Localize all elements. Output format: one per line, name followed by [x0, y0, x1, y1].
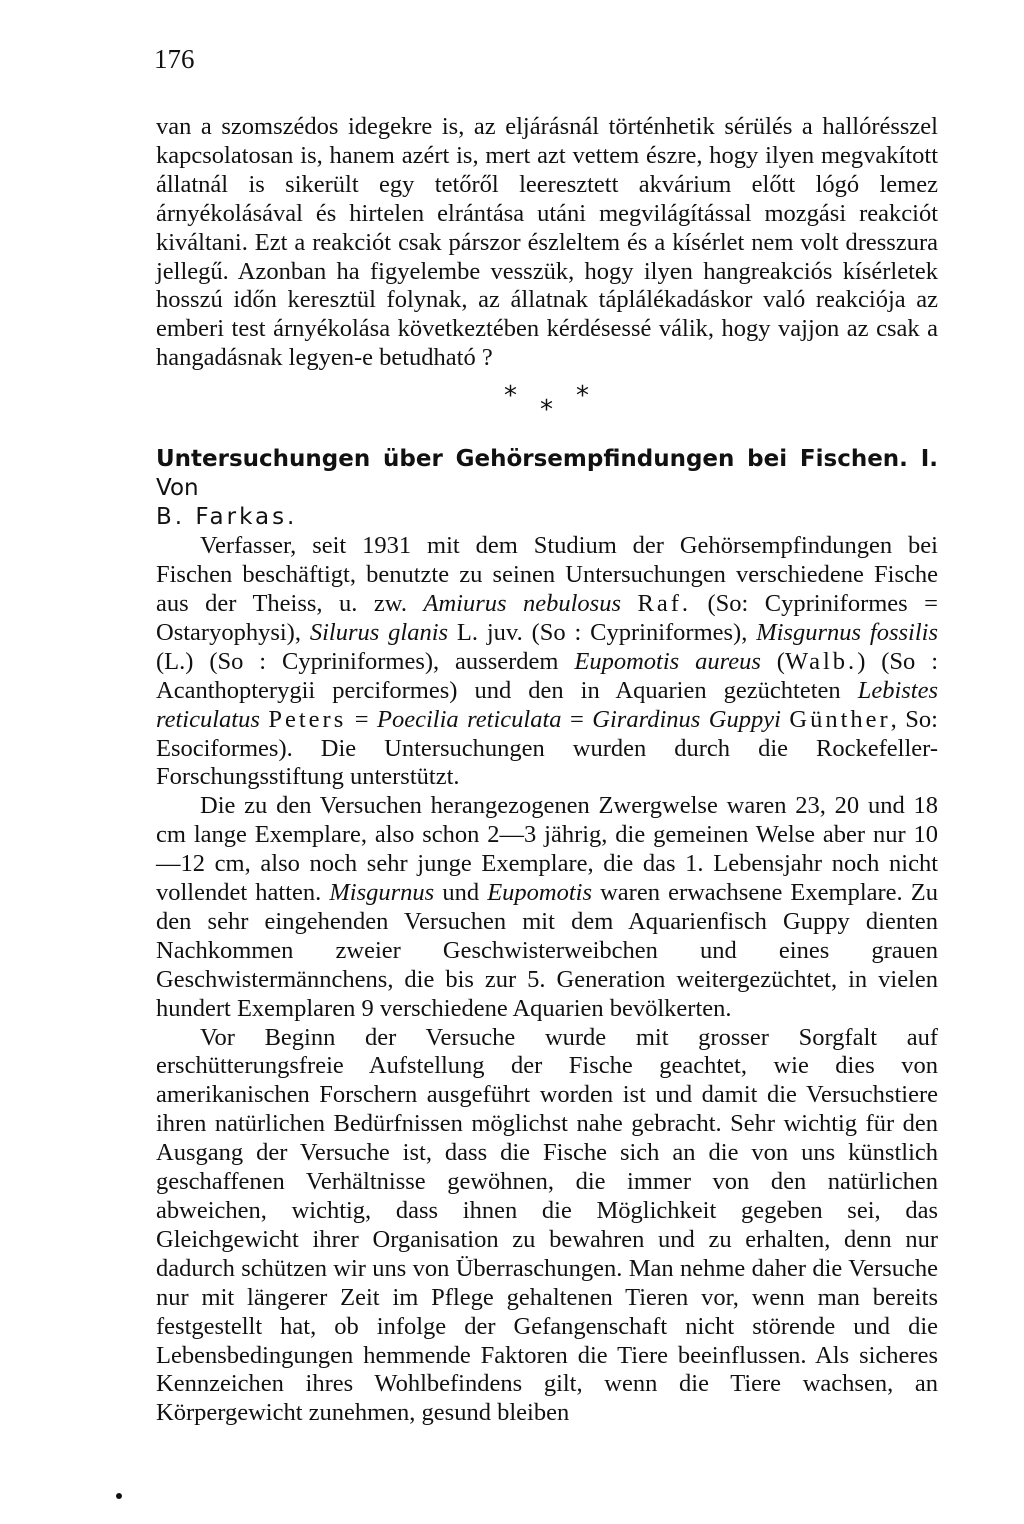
article-author: B. Farkas. — [156, 504, 298, 531]
species-name: Eupomotis — [487, 879, 592, 907]
species-author: Peters — [268, 705, 347, 733]
species-author: Günther — [789, 705, 891, 733]
text-span: ( — [760, 647, 785, 675]
species-name: Poecilia reticulata — [377, 705, 562, 733]
text-span: , So: Esociformes). Die Untersuchungen wurden durch die Rockefeller-Forschungsstiftung unterstützt. — [156, 705, 938, 791]
text-span: (So: Cypriniformes = Ostaryophysi), — [156, 589, 938, 646]
text-span: (L.) (So : Cypriniformes), ausserdem — [156, 647, 575, 675]
article-heading — [156, 445, 938, 532]
species-name: Eupomotis aureus — [574, 647, 761, 675]
separator-star-middle: * — [540, 395, 553, 426]
text-span: Verfasser, seit 1931 mit dem Studium der Gehörsempfindungen bei Fischen beschäftigt, benutzte zu seinen Untersuchungen verschiedene Fische aus der Theiss, u. zw. — [156, 532, 938, 617]
text-span: Die zu den Versuchen herangezogenen Zwergwelse waren 23, 20 und 18 cm lange Exemplare, also schon 2—3 jährig, die gemeinen Welse aber nur 10—12 cm, also noch sehr junge Exemplare, die das 1. Lebensjahr noch nicht vollendet hatten. — [156, 792, 938, 907]
section-separator — [156, 379, 938, 445]
species-name: Lebistes reticulatus — [156, 676, 938, 733]
margin-dot — [116, 1493, 122, 1499]
species-name: Misgurnus fossilis — [756, 618, 938, 646]
text-span: ) (So : Acanthopterygii perciformes) und den in Aquarien gezüchteten — [156, 647, 939, 704]
article-von: Von — [156, 475, 199, 502]
text-span: waren erwachsene Exemplare. Zu den sehr eingehenden Versuchen mit dem Aquarienfisch Guppy dienten Nachkommen zweier Geschwisterweibchen und eines grauen Geschwistermännchens, die bis zur 5. Generation weitergezüchtet, in vielen hundert Exemplaren 9 verschiedene Aquarien bevölkerten. — [156, 879, 938, 1022]
species-name: Misgurnus — [329, 879, 435, 907]
page-number: 176 — [154, 44, 195, 74]
paragraph-setup: Vor Beginn der Versuche wurde mit grosser Sorgfalt auf erschütterungsfreie Aufstellung der Fische geachtet, wie dies von amerikanischen Forschern ausgeführt worden ist und damit die Versuchstiere ihren natürlichen Bedürfnissen möglichst nahe gebracht. Sehr wichtig für den Ausgang der Versuche ist, dass die Fische sich an die von uns künstlich geschaffenen Verhältnisse gewöhnen, die immer von den natürlichen abweichen, wichtig, dass ihnen die Möglichkeit gegeben sei, das Gleichgewicht ihrer Organisation zu bewahren und zu erhalten, denn nur dadurch schützen wir uns von Überraschungen. Man nehme daher die Versuche nur mit längerer Zeit im Pflege gehaltenen Tieren vor, wenn man bereits festgestellt hat, ob infolge der Gefangenschaft nicht störende und die Lebensbedingungen hemmende Faktoren die Tiere beeinflussen. Als sicheres Kennzeichen ihres Wohlbefindens gilt, wenn die Tiere wachsen, an Körpergewicht zunehmen, gesund bleiben — [156, 1023, 938, 1427]
article-title: Untersuchungen über Gehörsempfindungen bei Fischen. I. — [156, 446, 938, 473]
text-span: = — [346, 705, 378, 733]
species-author: Raf. — [637, 589, 691, 617]
species-name: Girardinus Guppyi — [592, 705, 781, 733]
hungarian-paragraph: van a szomszédos idegekre is, az eljárásnál történhetik sérülés a hallórésszel kapcsolatosan is, hanem azért is, mert azt vettem észre, hogy ilyen megvakított állatnál is sikerült egy tetőről leeresztett akvárium előtt lógó lemez árnyékolásával és hirtelen elrántása utáni megvilágítással mozgási reakciót kiváltani. Ezt a reakciót csak párszor észleltem és a kísérlet nem volt dresszura jellegű. Azonban ha figyelembe vesszük, hogy ilyen hangreakciós kísérletek hosszú időn keresztül folynak, az állatnak táplálékadáskor való reakciója az emberi test árnyékolása következtében kérdésessé válik, hogy vajjon az csak a hangadásnak legyen-e betudható ? — [156, 113, 938, 372]
species-name: Silurus glanis — [309, 618, 449, 646]
separator-star-left: * — [504, 381, 517, 412]
text-span: L. juv. (So : Cypriniformes), — [448, 618, 757, 646]
text-column — [156, 113, 938, 1428]
paragraph-specimens — [156, 792, 938, 1023]
text-span: = — [561, 705, 593, 733]
text-span: und — [434, 879, 488, 907]
paragraph-intro — [156, 532, 938, 792]
species-author: Walb. — [784, 647, 858, 675]
separator-star-right: * — [576, 381, 589, 412]
species-name: Amiurus nebulosus — [423, 589, 622, 617]
